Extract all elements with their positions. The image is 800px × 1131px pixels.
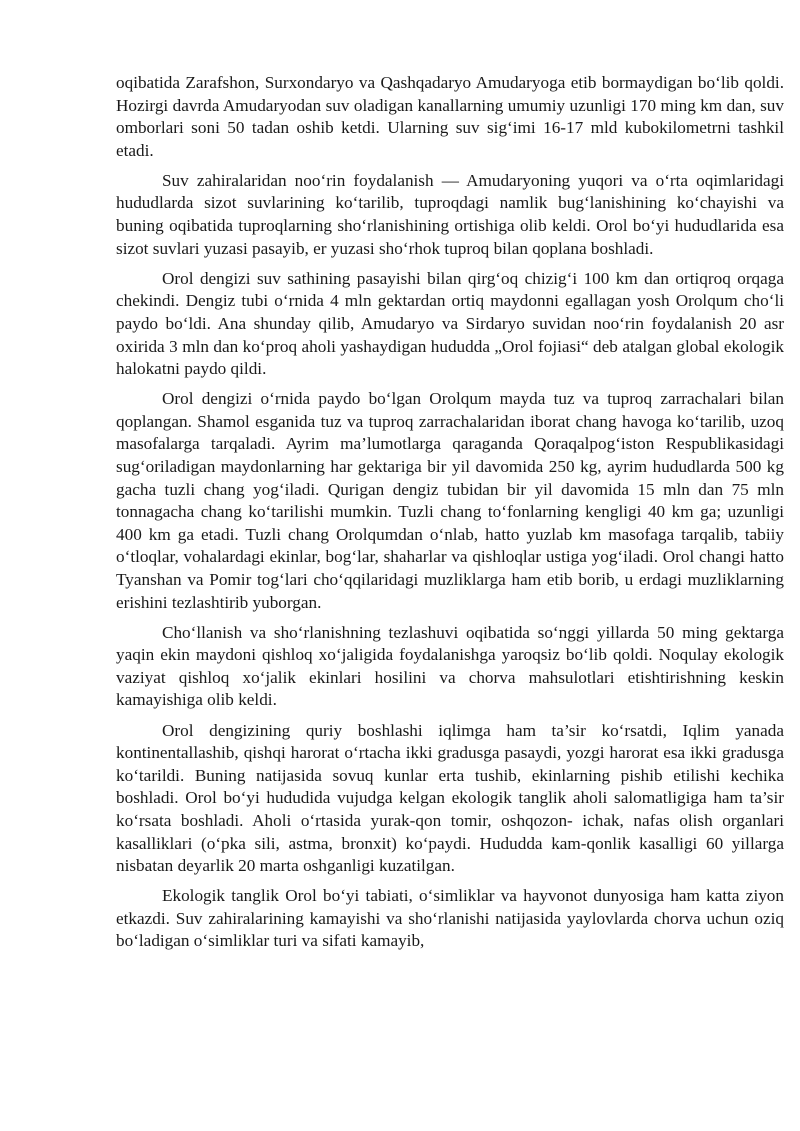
paragraph-6: Orol dengizining quriy boshlashi iqlimga ham ta’sir ko‘rsatdi, Iqlim yanada kontinentallashib, qishqi harorat o‘rtacha ikki gradusga pasaydi, yozgi harorat esa ikki gradusga ko‘tarildi. Buning natijasida sovuq kunlar erta tushib, ekinlarning pishib etilishi kechika boshladi. Orol bo‘yi hududida vujudga kelgan ekologik tanglik aholi salomatligiga ham ta’sir ko‘rsata boshladi. Aholi o‘rtasida yurak-qon tomir, oshqozon- ichak, nafas olish organlari kasalliklari (o‘pka sili, astma, bronxit) ko‘paydi. Hududda kam-qonlik kasalligi 60 yillarga nisbatan deyarlik 20 marta oshganligi kuzatilgan. — [116, 720, 784, 876]
paragraph-7: Ekologik tanglik Orol bo‘yi tabiati, o‘simliklar va hayvonot dunyosiga ham katta ziyon etkazdi. Suv zahiralarining kamayishi va sho‘rlanishi natijasida yaylovlarda chorva uchun oziq bo‘ladigan o‘simliklar turi va sifati kamayib, — [116, 886, 784, 951]
paragraph-5: Cho‘llanish va sho‘rlanishning tezlashuvi oqibatida so‘nggi yillarda 50 ming gektarga yaqin ekin maydoni qishloq xo‘jaligida foydalanishga yaroqsiz bo‘lib qoldi. Noqulay ekologik vaziyat qishloq xo‘jalik ekinlari hosilini va chorva mahsulotlari etishtirishning keskin kamayishiga olib keldi. — [116, 622, 784, 710]
paragraph-2: Suv zahiralaridan noo‘rin foydalanish — Amudaryoning yuqori va o‘rta oqimlaridagi hududlarda sizot suvlarining ko‘tarilib, tuproqdagi namlik bug‘lanishining ko‘chayishi va buning oqibatida tuproqlarning sho‘rlanishining ortishiga olib keldi. Orol bo‘yi hududlarida esa sizot suvlari yuzasi pasayib, er yuzasi sho‘rhok tuproq bilan qoplana boshladi. — [116, 170, 784, 258]
paragraph-4: Orol dengizi o‘rnida paydo bo‘lgan Orolqum mayda tuz va tuproq zarrachalari bilan qoplangan. Shamol esganida tuz va tuproq zarrachalaridan iborat chang havoga ko‘tarilib, uzoq masofalarga tarqaladi. Ayrim ma’lumotlarga qaraganda Qoraqalpog‘iston Respublikasidagi sug‘oriladigan maydonlarning har gektariga bir yil davomida 250 kg, ayrim hududlarda 500 kg gacha tuzli chang yog‘iladi. Qurigan dengiz tubidan bir yil davomida 15 mln dan 75 mln tonnagacha chang ko‘tarilishi mumkin. Tuzli chang to‘fonlarning kengligi 40 km ga; uzunligi 400 km ga etadi. Tuzli chang Orolqumdan o‘nlab, hatto yuzlab km masofaga tarqalib, tabiiy o‘tloqlar, vohalardagi ekinlar, bog‘lar, shaharlar va qishloqlar ustiga yog‘iladi. Orol changi hatto Tyanshan va Pomir tog‘lari cho‘qqilaridagi muzliklarga ham etib borib, u erdagi muzliklarning erishini tezlashtirib yuborgan. — [116, 389, 784, 612]
paragraph-3: Orol dengizi suv sathining pasayishi bilan qirg‘oq chizig‘i 100 km dan ortiqroq orqaga chekindi. Dengiz tubi o‘rnida 4 mln gektardan ortiq maydonni egallagan yosh Orolqum cho‘li paydo bo‘ldi. Ana shunday qilib, Amudaryo va Sirdaryo suvidan noo‘rin foydalanish 20 asr oxirida 3 mln dan ko‘proq aholi yashaydigan hududda „Orol fojiasi“ deb atalgan global ekologik halokatni paydo qildi. — [116, 268, 784, 379]
document-page — [116, 72, 784, 960]
paragraph-1: oqibatida Zarafshon, Surxondaryo va Qashqadaryo Amudaryoga etib bormaydigan bo‘lib qoldi. Hozirgi davrda Amudaryodan suv oladigan kanallarning umumiy uzunligi 170 ming km dan, suv omborlari soni 50 tadan oshib ketdi. Ularning suv sig‘imi 16-17 mld kubokilometrni tashkil etadi. — [116, 73, 784, 160]
